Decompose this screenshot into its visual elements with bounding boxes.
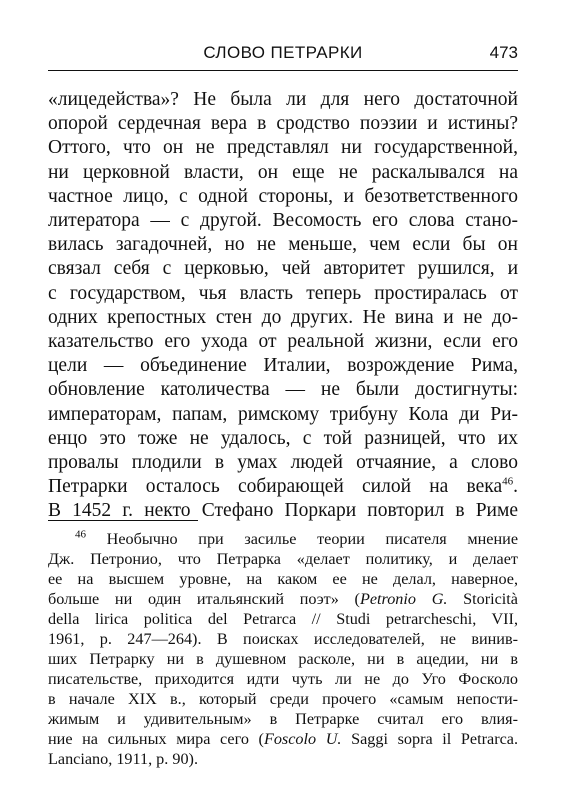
- footnote-line: 1961, p. 247—264). В поисках исследователей, не винив-: [48, 630, 518, 648]
- text-line: обновление католичества — не были достигнуты:: [48, 379, 518, 401]
- footnote: [48, 529, 518, 769]
- text-line: опорой сердечная вера в сродство поэзии и истины?: [48, 113, 518, 135]
- footnote-text: Необычно при засилье теории писателя мнение: [106, 530, 518, 548]
- text-line: с государством, чья власть теперь простиралась от: [48, 282, 518, 304]
- body-text: [48, 88, 518, 524]
- text-line: енцо это тоже не удалось, с той разницей, что их: [48, 427, 518, 449]
- footnote-rule: [48, 520, 198, 521]
- footnote-line: Дж. Петронио, что Петрарка «делает политику, и делает: [48, 550, 518, 568]
- text-line: императорам, папам, римскому трибуну Кола ди Ри-: [48, 403, 518, 425]
- author-citation: Petronio G.: [359, 590, 448, 608]
- header-rule: [48, 70, 518, 71]
- author-citation: Foscolo U.: [263, 730, 342, 748]
- footnote-reference[interactable]: 46: [502, 475, 514, 488]
- footnote-line: [48, 729, 518, 749]
- text-line-with-footnote: Петрарки осталось собирающей силой на века$^{46}$.: [48, 475, 518, 498]
- footnote-line: della lirica politica del Petrarca // Studi petrarcheschi, VII,: [48, 610, 518, 628]
- text-line: вилась загадочней, но не меньше, чем если бы он: [48, 234, 518, 256]
- footnote-number: 46: [75, 528, 86, 541]
- footnote-line: Lanciano, 1911, p. 90).: [48, 750, 198, 768]
- text-line: ни церковной власти, он еще не раскалывался на: [48, 161, 518, 183]
- page-number: 473: [489, 43, 518, 62]
- text-line: литератора — с другой. Весомость его слова стано-: [48, 210, 518, 232]
- footnote-line: [48, 589, 518, 609]
- text-line: казательство его ухода от реальной жизни, если его: [48, 331, 518, 353]
- text-line: частное лицо, с одной стороны, и безответственного: [48, 185, 518, 207]
- footnote-line: [48, 529, 518, 549]
- text-line: Оттого, что он не представлял ни государственной,: [48, 137, 518, 159]
- footnote-line: жимым и удивительным» в Петрарке считал его влия-: [48, 710, 518, 728]
- footnote-line: писательстве, приходится идти чуть ли не до Уго Фосколо: [48, 670, 518, 688]
- text-line-body: Петрарки осталось собирающей силой на века: [48, 476, 503, 498]
- footnote-line: ших Петрарку ни в душевном расколе, ни в ацедии, ни в: [48, 650, 518, 668]
- text-line: В 1452 г. некто Стефано Поркари повторил в Риме: [48, 500, 518, 522]
- text-line: цели — объединение Италии, возрождение Рима,: [48, 355, 518, 377]
- footnote-line: ее на высшем уровне, на каком ее не делал, наверное,: [48, 570, 518, 588]
- text-line: провалы плодили в умах людей отчаяние, а слово: [48, 452, 518, 474]
- running-head-title: СЛОВО ПЕТРАРКИ: [203, 43, 363, 62]
- footnote-text: Storicità: [447, 590, 518, 608]
- text-line: одних крепостных стен до других. Не вина и не до-: [48, 306, 518, 328]
- running-head: [48, 42, 518, 72]
- footnote-text: больше ни один итальянский поэт» (: [48, 590, 360, 608]
- text-line: связал себя с церковью, чей авторитет рушился, и: [48, 258, 518, 280]
- footnote-text: ние на сильных мира сего (: [48, 730, 264, 748]
- footnote-text: Saggi sopra il Petrarca.: [341, 730, 518, 748]
- footnote-line: в начале XIX в., который среди прочего «самым непости-: [48, 690, 518, 708]
- text-line: «лицедейства»? Не была ли для него достаточной: [48, 89, 518, 110]
